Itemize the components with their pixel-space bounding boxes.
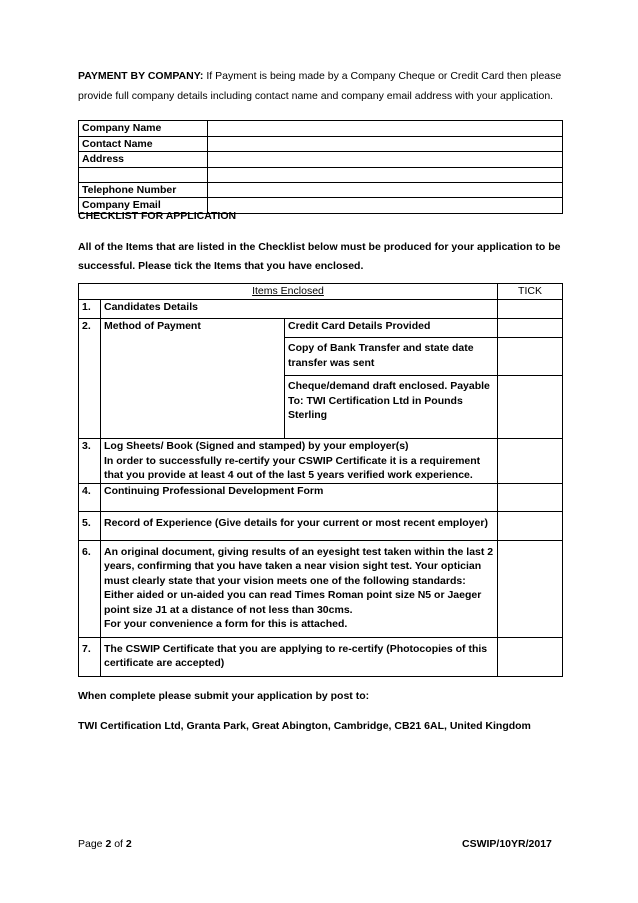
telephone-field[interactable] [208, 182, 563, 198]
row-3-num: 3. [79, 439, 101, 484]
tick-header: TICK [498, 284, 563, 300]
row-2-sub-3: Cheque/demand draft enclosed. Payable To: TWI Certification Ltd in Pounds Sterling [285, 376, 498, 439]
address-field[interactable] [208, 152, 563, 168]
row-7-num: 7. [79, 637, 101, 676]
address-label: Address [79, 152, 208, 168]
checklist-intro: All of the Items that are listed in the Checklist below must be produced for your application to be successful. Please tick the Items that you have enclosed. [78, 241, 561, 272]
row-1-tick[interactable] [498, 300, 563, 319]
row-2-sub-3-tick[interactable] [498, 376, 563, 439]
row-5-num: 5. [79, 511, 101, 540]
contact-name-label: Contact Name [79, 136, 208, 152]
row-5-tick[interactable] [498, 511, 563, 540]
document-code: CSWIP/10YR/2017 [462, 838, 552, 850]
row-4-num: 4. [79, 483, 101, 511]
checklist-title: CHECKLIST FOR APPLICATION [78, 210, 237, 222]
company-email-field[interactable] [208, 198, 563, 214]
payment-intro [78, 66, 568, 106]
row-2-sub-2-tick[interactable] [498, 338, 563, 376]
row-3-tick[interactable] [498, 439, 563, 484]
items-header: Items Enclosed [79, 284, 498, 300]
address-label-extra [79, 167, 208, 182]
company-email-label: Company Email [79, 198, 208, 214]
page-number: Page 2 of 2 [78, 838, 132, 850]
row-6-text: An original document, giving results of an eyesight test taken within the last 2 years, confirming that you have taken a near vision sight test. Your optician must clearly state that your vision meets one of the following standards: Either aided or un-aided you can read Times Roman point size N5 or Jaeger point size J1 at a distance of not less than 30cms. For your convenience a form for this is attached. [101, 540, 498, 637]
row-2-sub-2: Copy of Bank Transfer and state date transfer was sent [285, 338, 498, 376]
company-details-table [78, 120, 563, 214]
row-6-tick[interactable] [498, 540, 563, 637]
submit-instruction: When complete please submit your application by post to: [78, 690, 370, 702]
row-3-text: Log Sheets/ Book (Signed and stamped) by your employer(s) In order to successfully re-certify your CSWIP Certificate it is a requirement that you provide at least 4 out of the last 5 years verified work experience. [101, 439, 498, 484]
row-1-num: 1. [79, 300, 101, 319]
row-7-text: The CSWIP Certificate that you are applying to re-certify (Photocopies of this certificate are accepted) [101, 637, 498, 676]
row-2-sub-1-tick[interactable] [498, 319, 563, 338]
items-enclosed-table [78, 283, 563, 677]
company-name-field[interactable] [208, 121, 563, 137]
row-4-tick[interactable] [498, 483, 563, 511]
postal-address: TWI Certification Ltd, Granta Park, Great Abington, Cambridge, CB21 6AL, United Kingdom [78, 720, 531, 732]
row-5-text: Record of Experience (Give details for your current or most recent employer) [101, 511, 498, 540]
telephone-label: Telephone Number [79, 182, 208, 198]
row-4-text: Continuing Professional Development Form [101, 483, 498, 511]
row-2-sub-1: Credit Card Details Provided [285, 319, 498, 338]
payment-intro-lead: PAYMENT BY COMPANY: [78, 70, 204, 82]
row-7-tick[interactable] [498, 637, 563, 676]
row-2-text: Method of Payment [101, 319, 285, 439]
address-field-extra[interactable] [208, 167, 563, 182]
company-name-label: Company Name [79, 121, 208, 137]
row-1-text: Candidates Details [101, 300, 498, 319]
payment-intro-text: If Payment is being made by a Company Cheque or Credit Card then please provide full company details including contact name and company email address with your application. [78, 70, 562, 102]
row-2-num: 2. [79, 319, 101, 439]
contact-name-field[interactable] [208, 136, 563, 152]
row-6-num: 6. [79, 540, 101, 637]
